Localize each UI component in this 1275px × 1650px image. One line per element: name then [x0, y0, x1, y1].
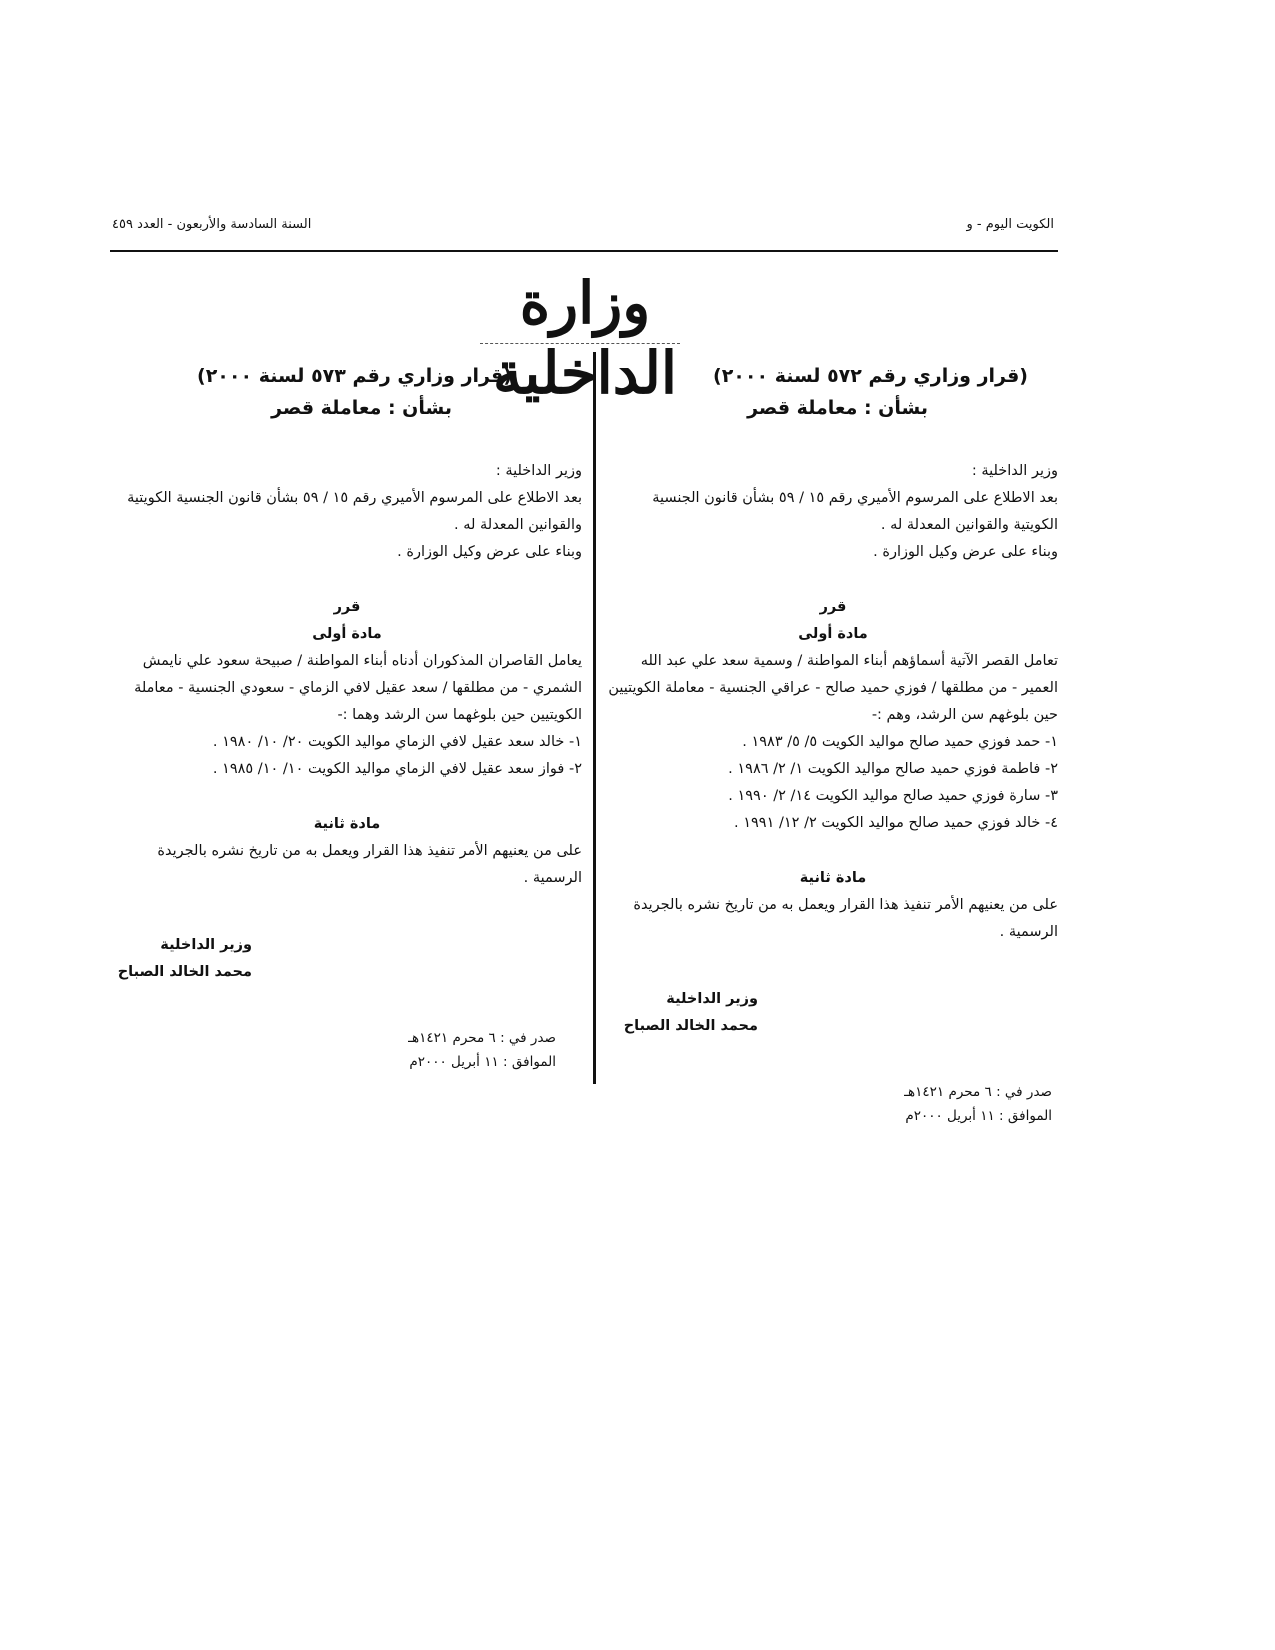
list-item: ١- حمد فوزي حميد صالح مواليد الكويت ٥/ ٥/ ١٩٨٣ .: [742, 734, 1058, 750]
corresponding-date: الموافق : ١١ أبريل ٢٠٠٠م: [905, 1108, 1052, 1124]
decision-title: (قرار وزاري رقم ٥٧٣ لسنة ٢٠٠٠): [197, 365, 512, 387]
article-1-heading: مادة أولى: [312, 626, 382, 642]
decision-572-column: [608, 360, 1058, 1128]
list-item: ٣- سارة فوزي حميد صالح مواليد الكويت ١٤/ ٢/ ١٩٩٠ .: [728, 788, 1058, 804]
article-2-text: على من يعنيهم الأمر تنفيذ هذا القرار ويعمل به من تاريخ نشره بالجريدة الرسمية .: [157, 843, 582, 886]
article-2-text: على من يعنيهم الأمر تنفيذ هذا القرار ويعمل به من تاريخ نشره بالجريدة الرسمية .: [633, 897, 1058, 940]
header-left: السنة السادسة والأربعون - العدد ٤٥٩: [112, 217, 312, 232]
list-item: ٤- خالد فوزي حميد صالح مواليد الكويت ٢/ ١٢/ ١٩٩١ .: [734, 815, 1058, 831]
signature-name: محمد الخالد الصباح: [117, 964, 252, 980]
decided-heading: قرر: [819, 599, 847, 615]
ministry-masthead: وزارة الداخلية: [493, 269, 677, 407]
signature-title: وزير الداخلية: [666, 991, 758, 1007]
addressee: وزير الداخلية :: [495, 463, 582, 479]
masthead-rule: [480, 343, 680, 344]
article-1-heading: مادة أولى: [798, 626, 868, 642]
article-2-heading: مادة ثانية: [799, 870, 867, 886]
preamble-2: وبناء على عرض وكيل الوزارة .: [873, 544, 1058, 560]
header-rule: [110, 250, 1058, 252]
signature-title: وزير الداخلية: [160, 937, 252, 953]
signature-name: محمد الخالد الصباح: [623, 1018, 758, 1034]
list-item: ١- خالد سعد عقيل لافي الزماي مواليد الكويت ٢٠/ ١٠/ ١٩٨٠ .: [212, 734, 582, 750]
article-1-text: تعامل القصر الآتية أسماؤهم أبناء المواطنة / وسمية سعد علي عبد الله العمير - من مطلقها / فوزي حميد صالح - عراقي الجنسية - معاملة الكويتيين حين بلوغهم سن الرشد، وهم :-: [608, 653, 1058, 723]
article-1-text: يعامل القاصران المذكوران أدناه أبناء المواطنة / صبيحة سعود علي نايمش الشمري - من مطلقها / سعد عقيل لافي الزماي - سعودي الجنسية - معاملة الكويتيين حين بلوغهما سن الرشد وهما :-: [134, 653, 582, 723]
header-right: الكويت اليوم - و: [966, 217, 1054, 232]
issue-date: صدر في : ٦ محرم ١٤٢١هـ: [904, 1084, 1052, 1100]
article-2-heading: مادة ثانية: [313, 816, 381, 832]
preamble-1: بعد الاطلاع على المرسوم الأميري رقم ١٥ / ٥٩ بشأن قانون الجنسية الكويتية والقوانين المعدلة له .: [652, 490, 1058, 533]
decision-573-column: [112, 360, 582, 1074]
preamble-1: بعد الاطلاع على المرسوم الأميري رقم ١٥ / ٥٩ بشأن قانون الجنسية الكويتية والقوانين المعدلة له .: [127, 490, 582, 533]
decision-title: (قرار وزاري رقم ٥٧٢ لسنة ٢٠٠٠): [713, 365, 1028, 387]
corresponding-date: الموافق : ١١ أبريل ٢٠٠٠م: [409, 1054, 556, 1070]
addressee: وزير الداخلية :: [971, 463, 1058, 479]
preamble-2: وبناء على عرض وكيل الوزارة .: [397, 544, 582, 560]
list-item: ٢- فواز سعد عقيل لافي الزماي مواليد الكويت ١٠/ ١٠/ ١٩٨٥ .: [212, 761, 582, 777]
column-divider: [593, 352, 596, 1084]
decided-heading: قرر: [333, 599, 361, 615]
decision-subtitle: بشأن : معاملة قصر: [271, 397, 452, 419]
decision-subtitle: بشأن : معاملة قصر: [747, 397, 928, 419]
issue-date: صدر في : ٦ محرم ١٤٢١هـ: [408, 1030, 556, 1046]
list-item: ٢- فاطمة فوزي حميد صالح مواليد الكويت ١/ ٢/ ١٩٨٦ .: [728, 761, 1058, 777]
